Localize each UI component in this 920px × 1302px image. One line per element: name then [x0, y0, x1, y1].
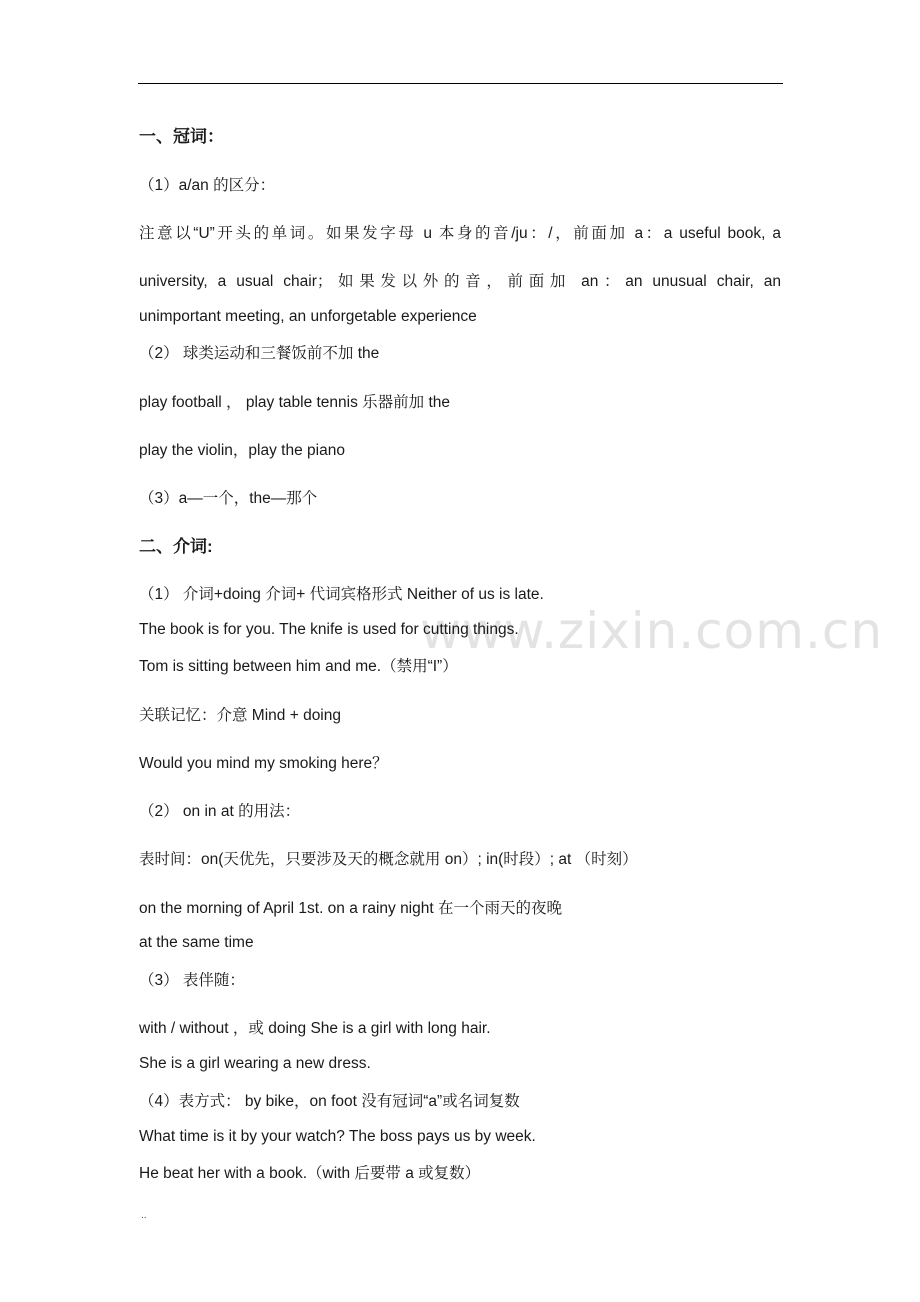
paragraph-line: play football ， play table tennis 乐器前加 the — [139, 394, 451, 411]
paragraph-line: Would you mind my smoking here？ — [139, 755, 388, 772]
item-title: （4）表方式： by bike，on foot 没有冠词“a”或名词复数 — [139, 1093, 520, 1110]
item-title: （1）a/an 的区分： — [139, 177, 276, 194]
paragraph-line: 表时间：on(天优先，只要涉及天的概念就用 on）; in(时段）; at （时刻） — [139, 851, 638, 868]
item-title: （2） 球类运动和三餐饭前不加 the — [139, 345, 380, 362]
paragraph-line: play the violin，play the piano — [139, 442, 345, 459]
paragraph-line: She is a girl wearing a new dress. — [139, 1055, 371, 1072]
paragraph-line: The book is for you. The knife is used for cutting things. — [139, 621, 519, 638]
paragraph-line: 关联记忆：介意 Mind + doing — [139, 707, 341, 724]
item-title: （2） on in at 的用法： — [139, 803, 301, 820]
page-footer-mark: .. — [141, 1210, 147, 1221]
watermark: www.zixin.com.cn — [420, 602, 884, 660]
paragraph-line: Tom is sitting between him and me.（禁用“I”） — [139, 658, 458, 675]
section-heading-articles: 一、冠词： — [139, 127, 224, 146]
section-heading-prepositions: 二、介词: — [139, 537, 213, 556]
paragraph-line: with / without ，或 doing She is a girl with long hair. — [139, 1020, 491, 1037]
item-title: （3）a—一个，the—那个 — [139, 490, 318, 507]
paragraph-line: university, a usual chair；如果发以外的音，前面加 an：an unusual chair, an — [139, 273, 781, 290]
paragraph-line: unimportant meeting, an unforgetable experience — [139, 308, 477, 325]
paragraph-line: What time is it by your watch? The boss pays us by week. — [139, 1128, 536, 1145]
paragraph-line: on the morning of April 1st. on a rainy night 在一个雨天的夜晚 — [139, 900, 562, 917]
item-title: （3） 表伴随： — [139, 972, 245, 989]
paragraph-line: at the same time — [139, 934, 254, 951]
paragraph-line: He beat her with a book.（with 后要带 a 或复数） — [139, 1165, 481, 1182]
item-title: （1） 介词+doing 介词+ 代词宾格形式 Neither of us is late. — [139, 586, 544, 603]
paragraph-line: 注意以“U”开头的单词。如果发字母 u 本身的音/ju：/，前面加 a：a useful book, a — [139, 225, 781, 242]
header-rule — [138, 83, 783, 84]
